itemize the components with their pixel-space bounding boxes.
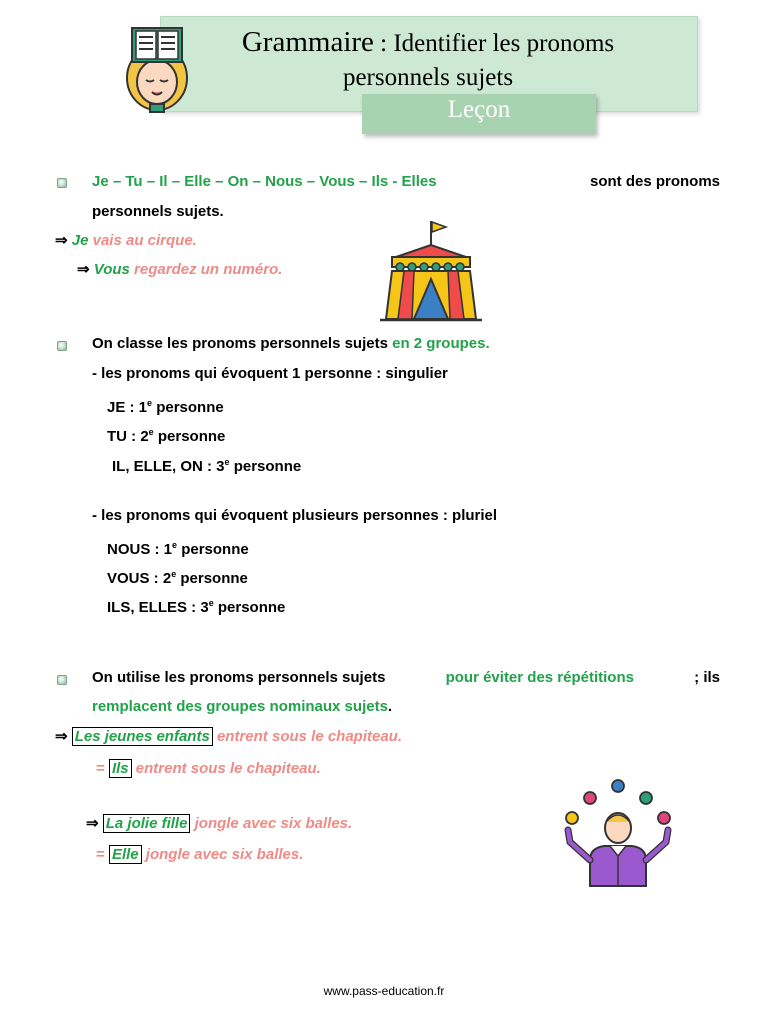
singular-heading: - les pronoms qui évoquent 1 personne : singulier bbox=[92, 365, 448, 382]
singular-item-il: IL, ELLE, ON : 3e personne bbox=[112, 457, 302, 475]
usage-green-text: pour éviter des répétitions bbox=[445, 669, 634, 686]
circus-tent-icon bbox=[376, 219, 486, 325]
lesson-label: Leçon bbox=[362, 94, 596, 134]
singular-item-tu: TU : 2e personne bbox=[107, 427, 226, 445]
usage-text: On utilise les pronoms personnels sujets bbox=[92, 669, 386, 686]
arrow-icon: ⇒ bbox=[55, 232, 68, 249]
example-pronoun: Je bbox=[71, 232, 89, 249]
pronoun-box: Elle bbox=[109, 845, 142, 864]
subject-group-box: Les jeunes enfants bbox=[72, 727, 213, 746]
classify-text: On classe les pronoms personnels sujets bbox=[92, 335, 388, 352]
arrow-icon: ⇒ bbox=[55, 728, 68, 745]
example-line bbox=[86, 814, 352, 834]
example-pronoun: Vous bbox=[93, 261, 130, 278]
example-text: entrent sous le chapiteau. bbox=[216, 728, 403, 745]
title-main: Grammaire bbox=[241, 26, 374, 58]
example-text: jongle avec six balles. bbox=[194, 815, 353, 832]
arrow-icon: ⇒ bbox=[77, 261, 90, 278]
usage-green-text-2: remplacent des groupes nominaux sujets bbox=[92, 698, 388, 715]
equals-sign: = bbox=[96, 760, 105, 777]
bullet-icon bbox=[57, 675, 67, 685]
bullet-icon bbox=[57, 178, 67, 188]
example-text: vais au cirque. bbox=[92, 232, 197, 249]
example-text: entrent sous le chapiteau. bbox=[135, 760, 321, 777]
plural-item-vous: VOUS : 2e personne bbox=[107, 569, 248, 587]
example-line bbox=[96, 845, 303, 865]
plural-heading: - les pronoms qui évoquent plusieurs personnes : pluriel bbox=[92, 507, 498, 524]
pronoun-list-text-2: personnels sujets. bbox=[92, 203, 224, 220]
page-title bbox=[160, 26, 696, 60]
bullet-icon bbox=[57, 341, 67, 351]
classify-green-text: en 2 groupes. bbox=[392, 335, 490, 352]
pronoun-list-text: sont des pronoms bbox=[589, 173, 720, 190]
example-text: jongle avec six balles. bbox=[145, 846, 304, 863]
example-text: regardez un numéro. bbox=[134, 261, 283, 278]
arrow-icon: ⇒ bbox=[86, 815, 99, 832]
plural-item-ils: ILS, ELLES : 3e personne bbox=[107, 598, 286, 616]
example-line bbox=[77, 260, 282, 280]
usage-intro bbox=[92, 668, 720, 688]
equals-sign: = bbox=[96, 846, 105, 863]
juggler-icon bbox=[560, 776, 676, 888]
pronoun-box: Ils bbox=[109, 759, 132, 778]
usage-end-text: ; ils bbox=[694, 669, 720, 686]
example-line bbox=[55, 727, 402, 747]
page-subtitle: personnels sujets bbox=[342, 64, 514, 91]
subject-group-box: La jolie fille bbox=[103, 814, 191, 833]
classify-intro bbox=[92, 334, 490, 354]
pronoun-list-line bbox=[92, 172, 720, 192]
singular-item-je: JE : 1e personne bbox=[107, 398, 224, 416]
title-rest: : Identifier les pronoms bbox=[373, 30, 615, 57]
example-line bbox=[55, 231, 197, 251]
plural-item-nous: NOUS : 1e personne bbox=[107, 540, 249, 558]
pronoun-list: Je – Tu – Il – Elle – On – Nous – Vous – Ils - Elles bbox=[92, 173, 437, 190]
footer-url[interactable]: www.pass-education.fr bbox=[323, 984, 445, 998]
example-line bbox=[96, 759, 321, 779]
usage-line-2 bbox=[92, 697, 392, 717]
usage-period: . bbox=[387, 698, 393, 715]
